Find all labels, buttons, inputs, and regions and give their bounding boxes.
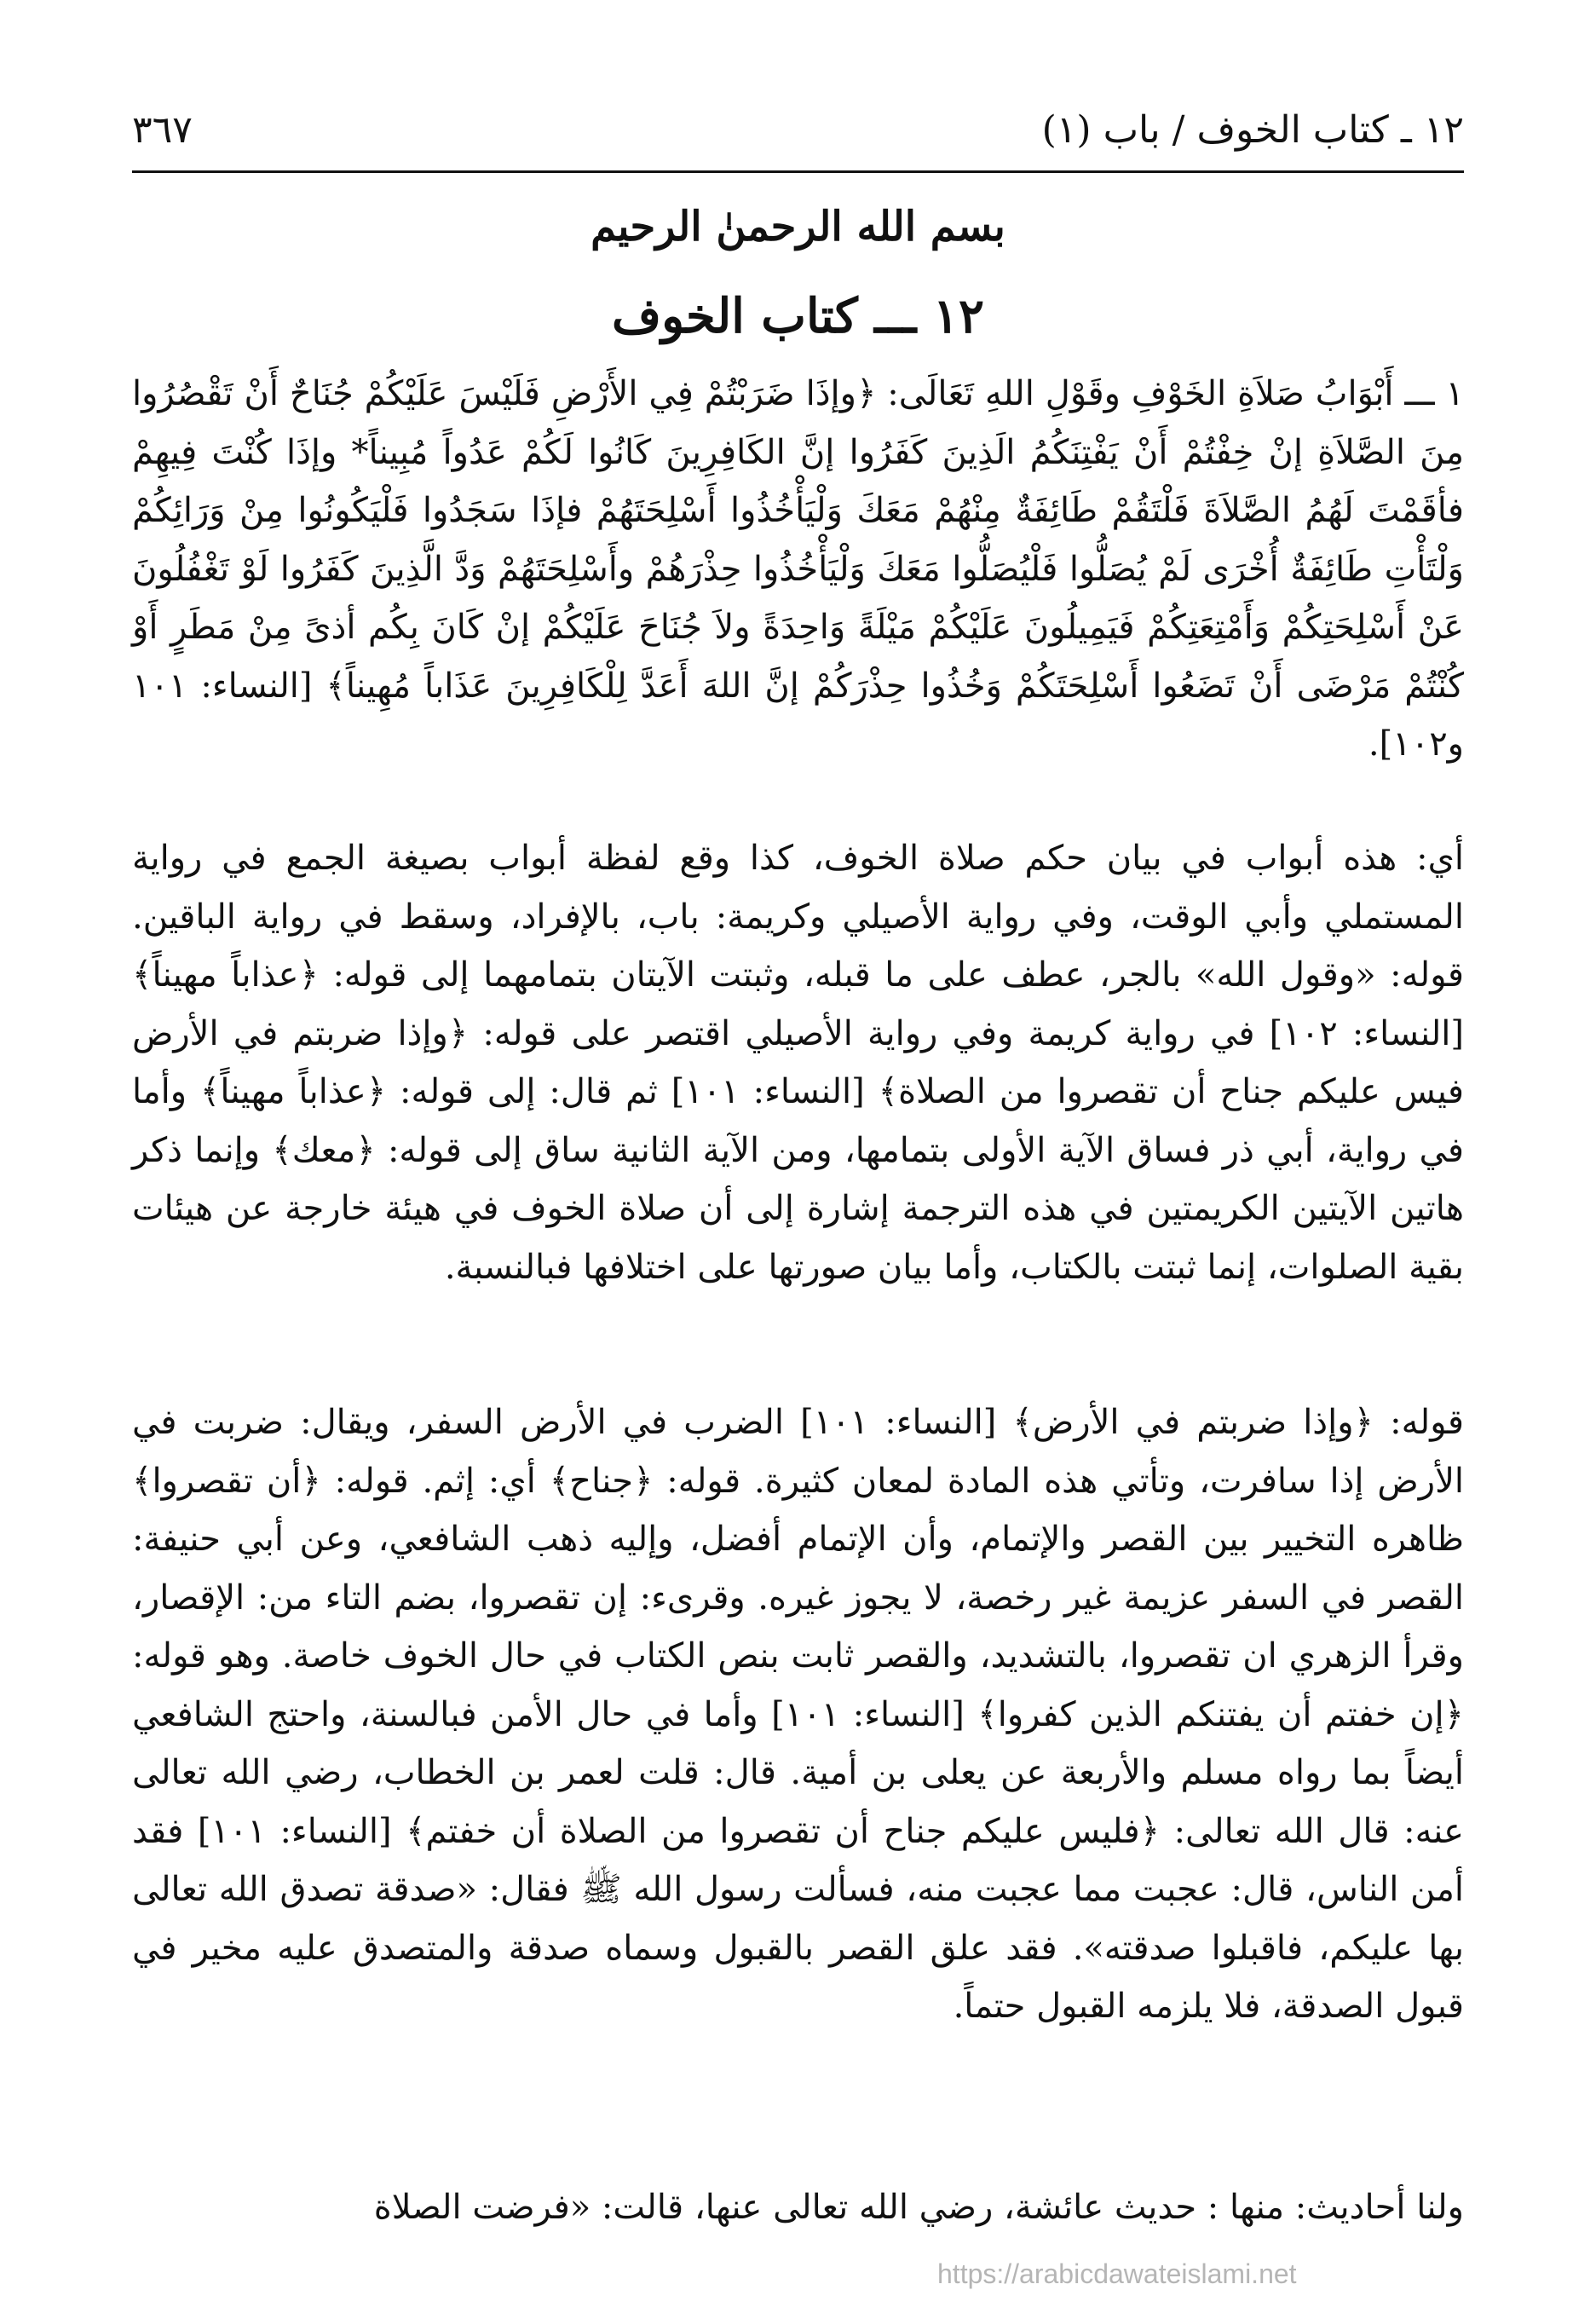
header-title: ١٢ ـ كتاب الخوف / باب (١) xyxy=(1041,108,1464,152)
book-title: ١٢ ـــ كتاب الخوف xyxy=(612,288,984,344)
watermark-url: https://arabicdawateislami.net xyxy=(937,2258,1297,2289)
commentary-paragraph-1 xyxy=(132,829,1464,1296)
header-rule xyxy=(132,170,1464,173)
commentary-paragraph-3 xyxy=(132,2178,1464,2237)
running-header xyxy=(132,101,1464,160)
commentary-paragraph-2 xyxy=(132,1393,1464,2036)
commentary-text: قوله: ﴿وإذا ضربتم في الأرض﴾ [النساء: ١٠١] الضرب في الأرض السفر، ويقال: ضربت في الأرض إذا سافرت، وتأتي هذه المادة لمعان كثيرة. قوله: ﴿جناح﴾ أي: إثم. قوله: ﴿أن تقصروا﴾ ظاهره التخيير بين القصر والإتمام، وأن الإتمام أفضل، وإليه ذهب الشافعي، وعن أبي حنيفة: القصر في السفر عزيمة غير رخصة، لا يجوز غيره. وقرىء: إن تقصروا، بضم التاء من: الإقصار، وقرأ الزهري ان تقصروا، بالتشديد، والقصر ثابت بنص الكتاب في حال الخوف خاصة. وهو قوله: ﴿إن خفتم أن يفتنكم الذين كفروا﴾ [النساء: ١٠١] وأما في حال الأمن فبالسنة، واحتج الشافعي أيضاً بما رواه مسلم والأربعة عن يعلى بن أمية. قال: قلت لعمر بن الخطاب، رضي الله تعالى عنه: قال الله تعالى: ﴿فليس عليكم جناح أن تقصروا من الصلاة أن خفتم﴾ [النساء: ١٠١] فقد أمن الناس، قال: عجبت مما عجبت منه، فسألت رسول الله ﷺ فقال: «صدقة تصدق الله تعالى بها عليكم، فاقبلوا صدقته». فقد علق القصر بالقبول وسماه صدقة والمتصدق عليه مخير في قبول الصدقة، فلا يلزمه القبول حتماً. xyxy=(132,1403,1465,2026)
commentary-text: أي: هذه أبواب في بيان حكم صلاة الخوف، كذا وقع لفظة أبواب بصيغة الجمع في رواية المستملي وأبي الوقت، وفي رواية الأصيلي وكريمة: باب، بالإفراد، وسقط في رواية الباقين. قوله: «وقول الله» بالجر، عطف على ما قبله، وثبتت الآيتان بتمامهما إلى قوله: ﴿عذاباً مهيناً﴾ [النساء: ١٠٢] في رواية كريمة وفي رواية الأصيلي اقتصر على قوله: ﴿وإذا ضربتم في الأرض فيس عليكم جناح أن تقصروا من الصلاة﴾ [النساء: ١٠١] ثم قال: إلى قوله: ﴿عذاباً مهيناً﴾ وأما في رواية، أبي ذر فساق الآية الأولى بتمامها، ومن الآية الثانية ساق إلى قوله: ﴿معك﴾ وإنما ذكر هاتين الآيتين الكريمتين في هذه الترجمة إشارة إلى أن صلاة الخوف في هيئة خارجة عن هيئات بقية الصلوات، إنما ثبتت بالكتاب، وأما بيان صورتها على اختلافها فبالنسبة. xyxy=(132,839,1464,1287)
quran-verse-section xyxy=(132,365,1464,774)
basmala: بسم الله الرحمنٰ الرحيم xyxy=(591,203,1005,251)
verse-paragraph: ١ ـــ أَبْوَابُ صَلاَةِ الخَوْفِ وقَوْلِ اللهِ تَعَالَى: ﴿وإذَا ضَرَبْتُمْ فِي الأَرْضِ فَلَيْسَ عَلَيْكُمْ جُنَاحٌ أَنْ تَقْصُرُوا مِنَ الصَّلاَةِ إنْ خِفْتُمْ أَنْ يَفْتِنَكُمُ الَذِينَ كَفَرُوا إنَّ الكَافِرِينَ كَانُوا لَكُمْ عَدُواً مُبِيناً* وإذَا كُنْتَ فِيهِمْ فأقَمْتَ لَهُمُ الصَّلاَةَ فَلْتَقُمْ طَائِفَةٌ مِنْهُمْ مَعَكَ وَلْيَأْخُذُوا أَسْلِحَتَهُمْ فإذَا سَجَدُوا فَلْيَكُونُوا مِنْ وَرَائِكُمْ وَلْتَأْتِ طَائِفَةٌ أُخْرَى لَمْ يُصَلُّوا فَلْيُصَلُّوا مَعَكَ وَلْيَأْخُذُوا حِذْرَهُمْ وأَسْلِحَتَهُمْ وَدَّ الَّذِينَ كَفَرُوا لَوْ تَغْفُلُونَ عَنْ أَسْلِحَتِكُمْ وَأَمْتِعَتِكُمْ فَيَمِيلُونَ عَلَيْكُمْ مَيْلَةً وَاحِدَةً ولاَ جُنَاحَ عَلَيْكُمْ إنْ كَانَ بِكُم أذىً مِنْ مَطَرٍ أَوْ كُنْتُمْ مَرْضَى أَنْ تَضَعُوا أَسْلِحَتَكُمْ وَخُذُوا حِذْرَكُمْ إنَّ اللهَ أَعَدَّ لِلْكَافِرِينَ عَذَاباً مُهِيناً﴾ [النساء: ١٠١ و١٠٢]. xyxy=(132,374,1464,764)
commentary-text: ولنا أحاديث: منها : حديث عائشة، رضي الله تعالى عنها، قالت: «فرضت الصلاة xyxy=(373,2188,1464,2227)
page-number: ٣٦٧ xyxy=(132,108,193,152)
